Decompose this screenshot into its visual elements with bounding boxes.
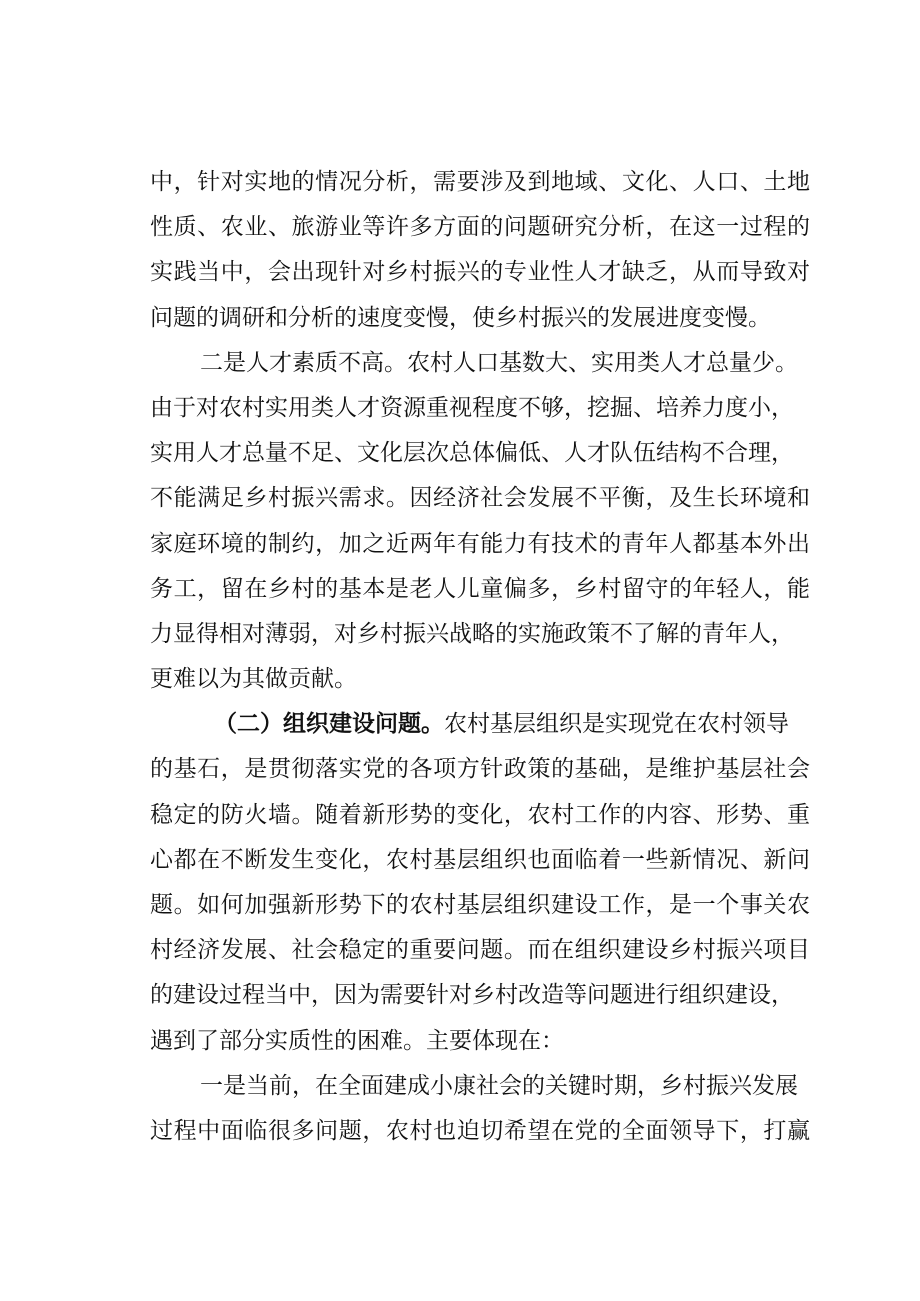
text-line: 实践当中，会出现针对乡村振兴的专业性人才缺乏，从而导致对 <box>150 259 810 286</box>
text-line: 家庭环境的制约，加之近两年有能力有技术的青年人都基本外出 <box>150 530 810 557</box>
body-text <box>150 160 810 1154</box>
section-heading-line <box>150 702 810 747</box>
text-line: 的建设过程当中，因为需要针对乡村改造等问题进行组织建设， <box>150 982 794 1009</box>
text-line: 更难以为其做贡献。 <box>150 666 357 693</box>
text-line: 务工，留在乡村的基本是老人儿童偏多，乡村留守的年轻人，能 <box>150 575 810 602</box>
text-line: 的基石，是贯彻落实党的各项方针政策的基础，是维护基层社会 <box>150 756 810 783</box>
text-line: 不能满足乡村振兴需求。因经济社会发展不平衡，及生长环境和 <box>150 485 810 512</box>
text-line: 过程中面临很多问题，农村也迫切希望在党的全面领导下，打赢 <box>150 1117 810 1144</box>
section-heading-continuation: 农村基层组织是实现党在农村领导 <box>444 711 789 738</box>
section-heading: （二）组织建设问题。 <box>214 711 444 738</box>
text-line: 由于对农村实用类人才资源重视程度不够，挖掘、培养力度小， <box>150 394 794 421</box>
text-line: 题。如何加强新形势下的农村基层组织建设工作，是一个事关农 <box>150 892 810 918</box>
text-line: 中，针对实地的情况分析，需要涉及到地域、文化、人口、土地 <box>150 169 810 195</box>
paragraph-start-line: 二是人才素质不高。农村人口基数大、实用类人才总量少。 <box>200 349 798 376</box>
text-line: 实用人才总量不足、文化层次总体偏低、人才队伍结构不合理， <box>150 440 794 467</box>
text-line: 力显得相对薄弱，对乡村振兴战略的实施政策不了解的青年人， <box>150 620 794 647</box>
paragraph-start-line: 一是当前，在全面建成小康社会的关键时期，乡村振兴发展 <box>200 1072 798 1099</box>
text-line: 村经济发展、社会稳定的重要问题。而在组织建设乡村振兴项目 <box>150 937 810 964</box>
text-line: 性质、农业、旅游业等许多方面的问题研究分析，在这一过程的 <box>150 214 810 241</box>
text-line: 问题的调研和分析的速度变慢，使乡村振兴的发展进度变慢。 <box>150 304 771 331</box>
text-line: 遇到了部分实质性的困难。主要体现在： <box>150 1027 564 1054</box>
text-line: 稳定的防火墙。随着新形势的变化，农村工作的内容、形势、重 <box>150 801 810 828</box>
text-line: 心都在不断发生变化，农村基层组织也面临着一些新情况、新问 <box>150 846 810 873</box>
